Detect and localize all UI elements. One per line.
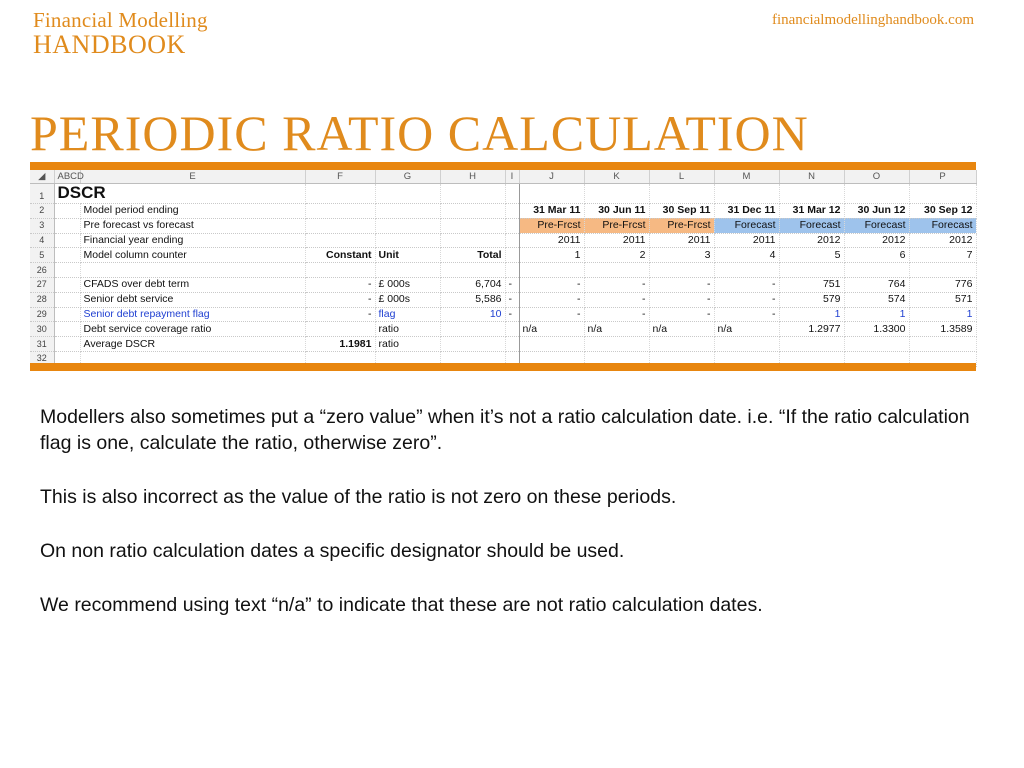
paragraph: On non ratio calculation dates a specific designator should be used. — [40, 540, 625, 562]
site-url: financialmodellinghandbook.com — [771, 12, 974, 28]
cell-value: - — [519, 277, 584, 292]
cell-value: 2011 — [714, 233, 779, 248]
cell-value: 2012 — [909, 233, 976, 248]
row-label: Senior debt repayment flag — [80, 307, 305, 322]
body-text — [40, 404, 980, 646]
spreadsheet-screenshot — [30, 170, 976, 363]
cell-value: - — [584, 292, 649, 307]
total-value: 10 — [440, 307, 505, 322]
cell-value: - — [714, 307, 779, 322]
col-header: K — [584, 170, 649, 184]
period-date: 31 Mar 12 — [779, 204, 844, 219]
constant-value: 1.1981 — [305, 337, 375, 352]
flag-value: - — [505, 307, 519, 322]
forecast-flag-cell: Forecast — [844, 218, 909, 233]
table-row — [30, 292, 976, 307]
cell-value: 7 — [909, 248, 976, 263]
cell-value: 1 — [844, 307, 909, 322]
unit-value: flag — [375, 307, 440, 322]
row-number: 4 — [30, 233, 54, 248]
unit-value: £ 000s — [375, 292, 440, 307]
cell-value: n/a — [649, 322, 714, 337]
flag-value: - — [505, 277, 519, 292]
dscr-title: DSCR — [57, 182, 106, 202]
table-row — [30, 248, 976, 263]
cell-value: n/a — [584, 322, 649, 337]
total-header: Total — [440, 248, 505, 263]
row-number: 27 — [30, 277, 54, 292]
period-date: 30 Sep 12 — [909, 204, 976, 219]
forecast-flag-cell: Pre-Frcst — [519, 218, 584, 233]
col-header: L — [649, 170, 714, 184]
forecast-flag-cell: Forecast — [779, 218, 844, 233]
cell-value: - — [584, 277, 649, 292]
row-number: 2 — [30, 204, 54, 219]
table-row — [30, 337, 976, 352]
cell-value: - — [584, 307, 649, 322]
paragraph: Modellers also sometimes put a “zero value” when it’s not a ratio calculation date. i.e. “If the ratio calculation flag is one, calculate the ratio, otherwise zero”. — [40, 406, 970, 454]
period-date: 30 Jun 12 — [844, 204, 909, 219]
col-header: I — [505, 170, 519, 184]
unit-header: Unit — [375, 248, 440, 263]
top-divider-bar — [30, 162, 976, 170]
table-row — [30, 184, 976, 204]
table-row — [30, 218, 976, 233]
brand-logo — [33, 10, 208, 58]
col-header: ABCD — [54, 170, 80, 184]
table-row — [30, 277, 976, 292]
cell-value: 2012 — [844, 233, 909, 248]
row-number: 31 — [30, 337, 54, 352]
cell-value: 751 — [779, 277, 844, 292]
forecast-flag-cell: Forecast — [714, 218, 779, 233]
cell-value: 1.2977 — [779, 322, 844, 337]
row-label: Pre forecast vs forecast — [80, 218, 305, 233]
row-number: 32 — [30, 351, 54, 366]
cell-value: 1 — [909, 307, 976, 322]
row-number: 5 — [30, 248, 54, 263]
cell-value: 1 — [519, 248, 584, 263]
period-date: 31 Dec 11 — [714, 204, 779, 219]
row-label: Debt service coverage ratio — [80, 322, 305, 337]
cell-value: - — [649, 307, 714, 322]
col-header: E — [80, 170, 305, 184]
table-row — [30, 322, 976, 337]
col-header: O — [844, 170, 909, 184]
col-header: J — [519, 170, 584, 184]
table-row — [30, 307, 976, 322]
table-row — [30, 204, 976, 219]
row-number: 1 — [30, 184, 54, 204]
col-header: G — [375, 170, 440, 184]
col-header: F — [305, 170, 375, 184]
row-number: 26 — [30, 263, 54, 278]
row-label: Financial year ending — [80, 233, 305, 248]
cell-value: - — [714, 277, 779, 292]
row-number: 29 — [30, 307, 54, 322]
period-date: 31 Mar 11 — [519, 204, 584, 219]
total-value: 6,704 — [440, 277, 505, 292]
forecast-flag-cell: Forecast — [909, 218, 976, 233]
cell-value: 2011 — [649, 233, 714, 248]
period-date: 30 Sep 11 — [649, 204, 714, 219]
cell-value: 571 — [909, 292, 976, 307]
constant-header: Constant — [305, 248, 375, 263]
unit-value: £ 000s — [375, 277, 440, 292]
cell-value: 2012 — [779, 233, 844, 248]
dscr-title-cell — [54, 184, 305, 204]
unit-value: ratio — [375, 322, 440, 337]
total-value: 5,586 — [440, 292, 505, 307]
unit-value: ratio — [375, 337, 440, 352]
cell-value: - — [519, 292, 584, 307]
table-row — [30, 233, 976, 248]
column-header-row — [30, 170, 976, 184]
col-header: H — [440, 170, 505, 184]
cell-value: n/a — [519, 322, 584, 337]
forecast-flag-cell: Pre-Frcst — [584, 218, 649, 233]
cell-value: - — [649, 277, 714, 292]
col-header: M — [714, 170, 779, 184]
row-label: CFADS over debt term — [80, 277, 305, 292]
paragraph: This is also incorrect as the value of the ratio is not zero on these periods. — [40, 486, 677, 508]
corner-cell: ◢ — [30, 170, 54, 184]
constant-value: - — [305, 292, 375, 307]
row-label: Average DSCR — [80, 337, 305, 352]
row-label: Senior debt service — [80, 292, 305, 307]
cell-value: 6 — [844, 248, 909, 263]
cell-value: 579 — [779, 292, 844, 307]
col-header: P — [909, 170, 976, 184]
cell-value: 4 — [714, 248, 779, 263]
cell-value: 2011 — [519, 233, 584, 248]
cell-value: 3 — [649, 248, 714, 263]
cell-value: - — [714, 292, 779, 307]
col-header: N — [779, 170, 844, 184]
constant-value: - — [305, 307, 375, 322]
table-row — [30, 263, 976, 278]
paragraph: We recommend using text “n/a” to indicate that these are not ratio calculation dates. — [40, 594, 763, 616]
bottom-divider-bar — [30, 363, 976, 371]
dscr-table — [30, 170, 977, 367]
constant-value: - — [305, 277, 375, 292]
cell-value: n/a — [714, 322, 779, 337]
cell-value: 1 — [779, 307, 844, 322]
cell-value: 574 — [844, 292, 909, 307]
cell-value: 1.3589 — [909, 322, 976, 337]
row-number: 30 — [30, 322, 54, 337]
period-date: 30 Jun 11 — [584, 204, 649, 219]
forecast-flag-cell: Pre-Frcst — [649, 218, 714, 233]
cell-value: 764 — [844, 277, 909, 292]
cell-value: 2 — [584, 248, 649, 263]
row-number: 28 — [30, 292, 54, 307]
row-label: Model period ending — [80, 204, 305, 219]
cell-value: 5 — [779, 248, 844, 263]
brand-line-2: HANDBOOK — [33, 30, 186, 59]
brand-line-1: Financial Modelling — [33, 8, 208, 32]
row-label: Model column counter — [80, 248, 305, 263]
cell-value: 1.3300 — [844, 322, 909, 337]
slide-title: PERIODIC RATIO CALCULATION — [30, 105, 809, 161]
row-number: 3 — [30, 218, 54, 233]
cell-value: 776 — [909, 277, 976, 292]
cell-value: - — [519, 307, 584, 322]
cell-value: - — [649, 292, 714, 307]
flag-value: - — [505, 292, 519, 307]
cell-value: 2011 — [584, 233, 649, 248]
